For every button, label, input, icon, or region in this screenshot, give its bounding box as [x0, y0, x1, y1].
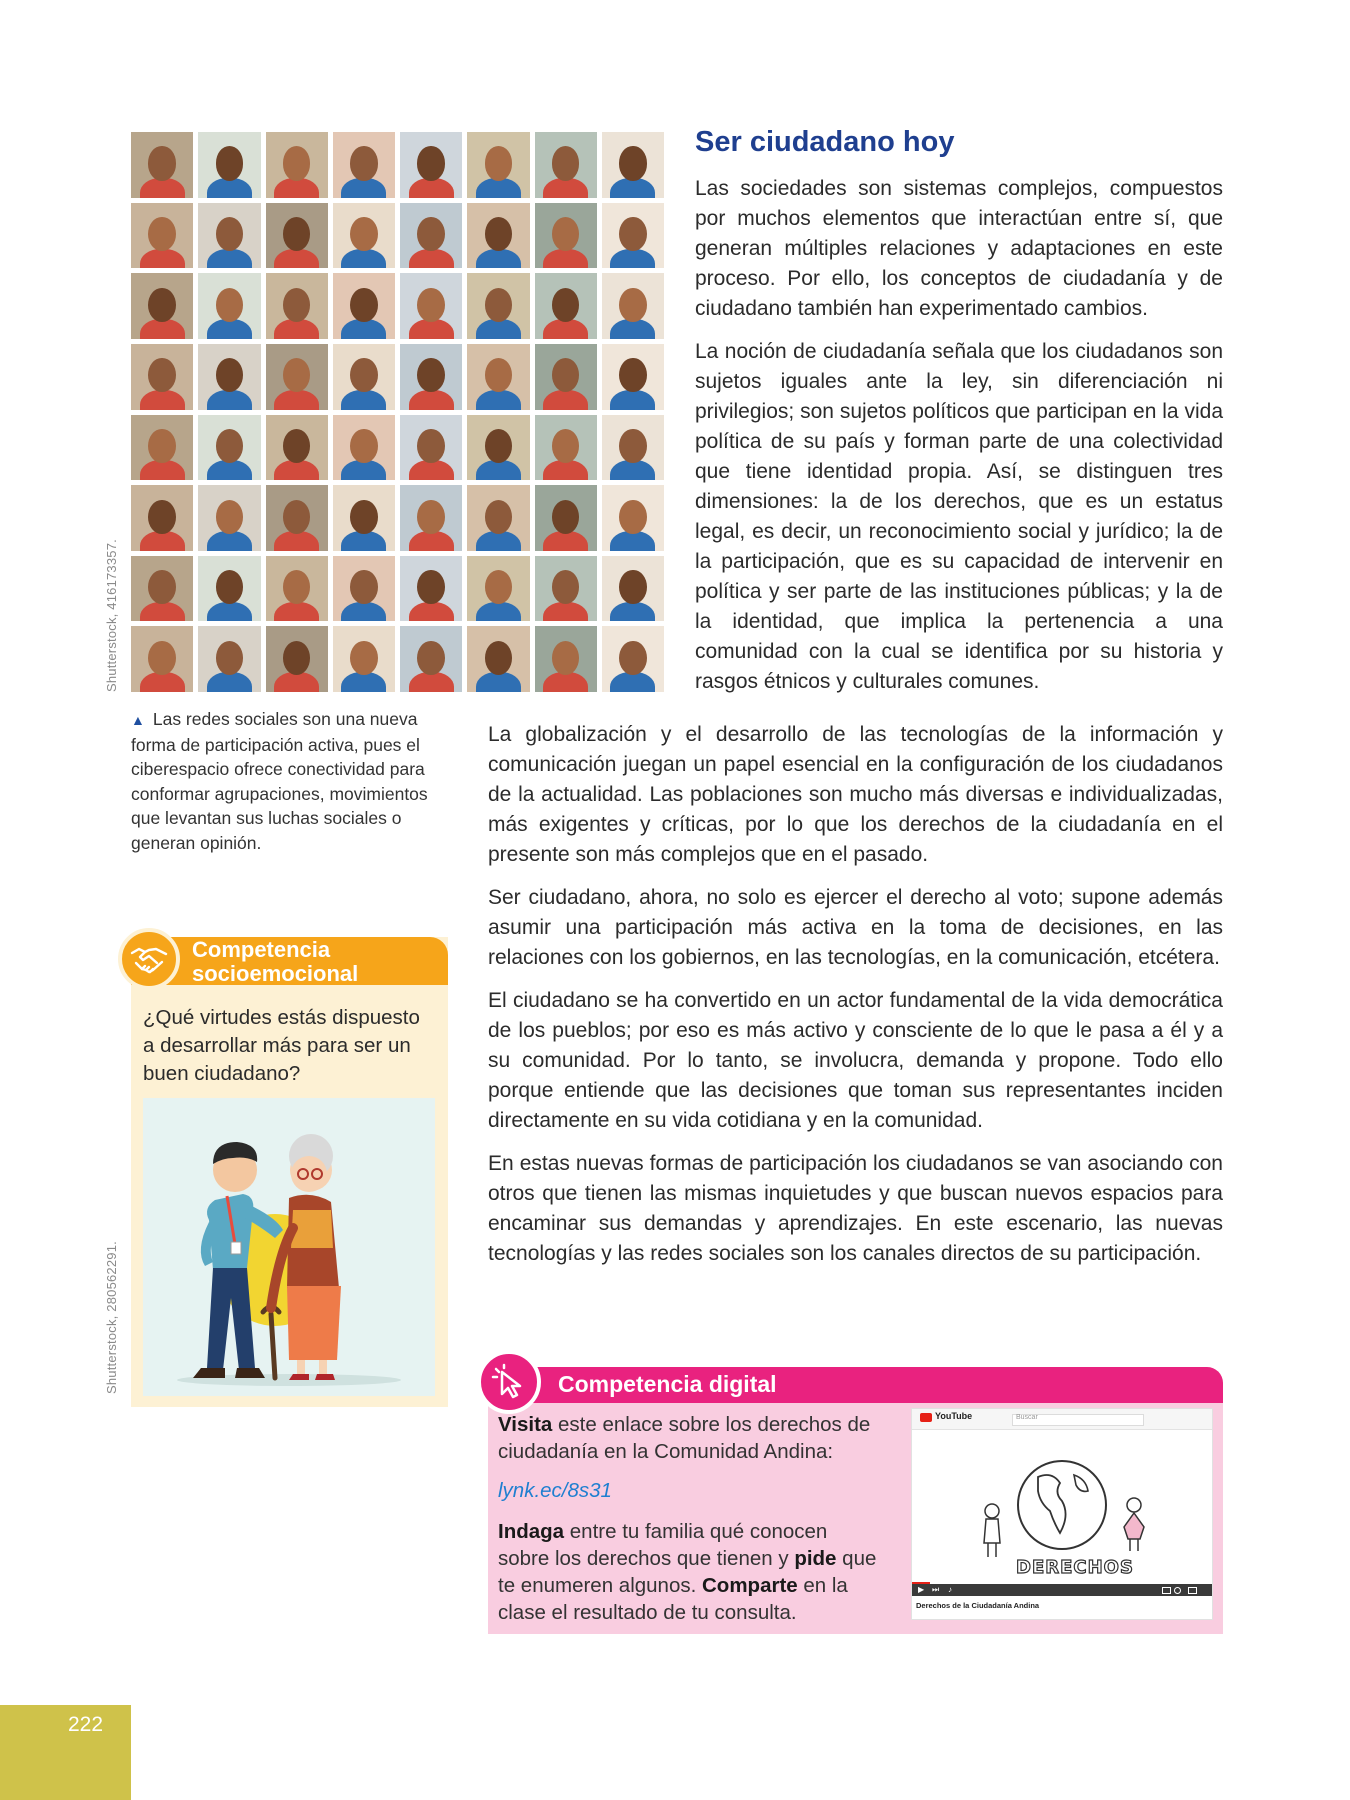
- portrait-face: [283, 358, 310, 392]
- portrait-face: [552, 358, 579, 392]
- portrait-photo: [602, 485, 664, 551]
- indaga-verb: Indaga: [498, 1520, 565, 1543]
- portrait-face: [485, 217, 512, 251]
- portrait-face: [552, 288, 579, 322]
- portrait-body: [543, 390, 588, 410]
- portrait-face: [619, 358, 646, 392]
- helper-elder-illustration: [143, 1098, 435, 1396]
- portrait-photo: [198, 556, 260, 622]
- portrait-body: [274, 531, 319, 551]
- portrait-body: [610, 602, 655, 622]
- portrait-body: [274, 460, 319, 480]
- resource-link[interactable]: lynk.ec/8s31: [498, 1479, 612, 1502]
- portrait-photo: [131, 203, 193, 269]
- portrait-body: [543, 178, 588, 198]
- portrait-photo: [535, 273, 597, 339]
- socioemotional-title: [192, 938, 358, 986]
- portrait-face: [417, 146, 444, 180]
- portrait-photo: [333, 626, 395, 692]
- portrait-body: [140, 460, 185, 480]
- portrait-face: [417, 288, 444, 322]
- portrait-photo: [333, 485, 395, 551]
- portrait-photo: [400, 485, 462, 551]
- caption-triangle-icon: ▲: [131, 712, 145, 728]
- portrait-photo: [467, 344, 529, 410]
- portrait-body: [476, 672, 521, 692]
- portrait-body: [610, 531, 655, 551]
- portrait-face: [552, 500, 579, 534]
- portrait-photo: [535, 132, 597, 198]
- portrait-body: [543, 249, 588, 269]
- portrait-body: [610, 178, 655, 198]
- portrait-photo: [602, 556, 664, 622]
- portrait-photo: [535, 344, 597, 410]
- portrait-photo: [198, 273, 260, 339]
- portrait-face: [350, 429, 377, 463]
- portrait-face: [350, 358, 377, 392]
- portrait-photo: [131, 273, 193, 339]
- portrait-body: [207, 178, 252, 198]
- portrait-body: [543, 531, 588, 551]
- portrait-photo: [333, 415, 395, 481]
- portrait-body: [274, 672, 319, 692]
- portrait-photo: [198, 626, 260, 692]
- portrait-photo: [400, 344, 462, 410]
- portrait-body: [476, 319, 521, 339]
- portrait-body: [341, 319, 386, 339]
- volume-icon[interactable]: ♪: [948, 1585, 952, 1594]
- portrait-body: [207, 602, 252, 622]
- portrait-photo: [198, 203, 260, 269]
- portrait-photo: [400, 556, 462, 622]
- youtube-search-placeholder: Buscar: [1016, 1414, 1038, 1421]
- comparte-rest: en la clase el resultado de tu consulta.: [498, 1574, 848, 1624]
- portrait-photo: [333, 273, 395, 339]
- next-icon[interactable]: ⏭: [932, 1585, 940, 1594]
- portrait-body: [140, 390, 185, 410]
- portrait-photo: [467, 415, 529, 481]
- portrait-face: [417, 358, 444, 392]
- portrait-face: [350, 288, 377, 322]
- portrait-face: [552, 146, 579, 180]
- visit-verb: Visita: [498, 1413, 553, 1436]
- portrait-face: [148, 500, 175, 534]
- section-title: Ser ciudadano hoy: [695, 126, 955, 158]
- portrait-photo: [602, 344, 664, 410]
- visit-instruction: [498, 1411, 878, 1465]
- portrait-body: [409, 249, 454, 269]
- portrait-face: [283, 570, 310, 604]
- page-number-band: [0, 1705, 131, 1800]
- portrait-body: [476, 178, 521, 198]
- portrait-photo: [131, 132, 193, 198]
- portrait-face: [552, 429, 579, 463]
- portrait-body: [341, 249, 386, 269]
- portrait-body: [610, 319, 655, 339]
- portrait-photo: [467, 132, 529, 198]
- portrait-face: [350, 641, 377, 675]
- portrait-face: [485, 429, 512, 463]
- paragraph-4: Ser ciudadano, ahora, no solo es ejercer el derecho al voto; supone además asumir una participación más activa en la toma de decisiones, en las relaciones con los gobiernos, en las tecnologías, en la comunicación, etcétera.: [488, 886, 1223, 969]
- portrait-face: [148, 288, 175, 322]
- settings-icon[interactable]: [1174, 1587, 1181, 1594]
- portrait-body: [274, 178, 319, 198]
- pide-verb: pide: [794, 1547, 837, 1570]
- portrait-face: [216, 429, 243, 463]
- portrait-body: [207, 460, 252, 480]
- portrait-body: [409, 602, 454, 622]
- portrait-face: [485, 358, 512, 392]
- page-number: 222: [68, 1713, 104, 1736]
- portrait-face: [552, 570, 579, 604]
- portrait-face: [417, 429, 444, 463]
- portrait-photo: [602, 132, 664, 198]
- portrait-body: [610, 460, 655, 480]
- paragraph-6: En estas nuevas formas de participación los ciudadanos se van asociando con otros que tienen las mismas inquietudes y que buscan nuevos espacios para encaminar sus demandas y aprendizajes. En este escenario, las nuevas tecnologías y las redes sociales son los canales directos de su participación.: [488, 1152, 1223, 1265]
- portrait-face: [148, 358, 175, 392]
- paragraph-5: El ciudadano se ha convertido en un actor fundamental de la vida democrática de los pueblos; por eso es más activo y consciente de lo que le pasa a él y a su comunidad. Por lo tanto, se involucra, demanda y propone. Todo ello porque entiende que las decisiones que toman sus representantes inciden directamente en su vida cotidiana y en la comunidad.: [488, 989, 1223, 1132]
- portrait-body: [207, 390, 252, 410]
- portrait-face: [619, 429, 646, 463]
- portrait-face: [283, 288, 310, 322]
- portrait-face: [216, 358, 243, 392]
- paragraph-3: La globalización y el desarrollo de las tecnologías de la información y comunicación juegan un papel esencial en la configuración de los ciudadanos de la actualidad. Las poblaciones son mucho más diversas e individualizadas, más exigentes y críticas, por lo que los derechos de la ciudadanía en el presente son más complejos que en el pasado.: [488, 723, 1223, 866]
- portrait-photo: [535, 203, 597, 269]
- portrait-photo: [131, 556, 193, 622]
- portrait-body: [409, 390, 454, 410]
- portrait-face: [350, 570, 377, 604]
- portrait-photo: [333, 132, 395, 198]
- photo-credit: Shutterstock, 416173357.: [104, 539, 119, 692]
- fullscreen-icon[interactable]: [1188, 1587, 1197, 1594]
- portrait-photo: [266, 203, 328, 269]
- portrait-body: [140, 602, 185, 622]
- socio-title-line2: socioemocional: [192, 961, 359, 986]
- comparte-verb: Comparte: [702, 1574, 798, 1597]
- inquiry-instruction: [498, 1518, 878, 1626]
- portrait-face: [350, 146, 377, 180]
- portrait-body: [543, 602, 588, 622]
- portrait-body: [140, 178, 185, 198]
- portrait-photo: [535, 415, 597, 481]
- portrait-body: [476, 602, 521, 622]
- portrait-body: [610, 672, 655, 692]
- socio-title-line1: Competencia: [192, 937, 331, 962]
- portrait-photo: [602, 415, 664, 481]
- cursor-click-icon: [477, 1350, 541, 1414]
- portrait-photo: [400, 415, 462, 481]
- portrait-photo: [198, 415, 260, 481]
- portrait-body: [409, 672, 454, 692]
- portrait-body: [409, 178, 454, 198]
- illustration-credit: Shutterstock, 280562291.: [104, 1241, 119, 1394]
- portrait-face: [283, 217, 310, 251]
- visit-rest: este enlace sobre los derechos de ciudadanía en la Comunidad Andina:: [498, 1413, 871, 1463]
- youtube-brand: YouTube: [935, 1411, 973, 1421]
- portrait-face: [619, 500, 646, 534]
- portrait-body: [341, 602, 386, 622]
- portrait-body: [610, 249, 655, 269]
- portrait-photo: [198, 344, 260, 410]
- portrait-face: [417, 500, 444, 534]
- portrait-body: [476, 249, 521, 269]
- portrait-photo: [131, 626, 193, 692]
- paragraph-1: Las sociedades son sistemas complejos, compuestos por muchos elementos que interactúan entre sí, que generan múltiples relaciones y adaptaciones en este proceso. Por ello, los conceptos de ciudadanía y de ciudadano también han experimentado cambios.: [695, 177, 1223, 320]
- portrait-photo: [266, 344, 328, 410]
- portrait-face: [350, 500, 377, 534]
- portrait-face: [148, 570, 175, 604]
- portrait-face: [216, 570, 243, 604]
- portrait-photo: [266, 132, 328, 198]
- handshake-icon: [118, 928, 180, 990]
- portrait-face: [552, 217, 579, 251]
- portrait-photo: [131, 344, 193, 410]
- digital-competence-title: Competencia digital: [558, 1371, 777, 1397]
- portrait-body: [274, 390, 319, 410]
- portrait-photo: [333, 203, 395, 269]
- portrait-body: [341, 390, 386, 410]
- portrait-body: [274, 249, 319, 269]
- portrait-photo: [400, 203, 462, 269]
- portrait-body: [341, 460, 386, 480]
- portrait-photo: [266, 415, 328, 481]
- portrait-face: [485, 570, 512, 604]
- portrait-photo: [535, 556, 597, 622]
- video-thumbnail[interactable]: [911, 1408, 1213, 1620]
- portrait-body: [409, 531, 454, 551]
- portrait-body: [140, 531, 185, 551]
- portrait-face: [417, 217, 444, 251]
- captions-icon[interactable]: [1162, 1587, 1171, 1594]
- portrait-photo: [467, 556, 529, 622]
- portrait-body: [409, 460, 454, 480]
- portrait-photo: [535, 626, 597, 692]
- pide-rest: que te enumeren algunos.: [498, 1547, 877, 1597]
- portrait-photo: [467, 273, 529, 339]
- portrait-body: [341, 178, 386, 198]
- portrait-photo: [131, 485, 193, 551]
- portrait-face: [148, 641, 175, 675]
- photo-mosaic: [131, 132, 664, 692]
- portrait-photo: [467, 485, 529, 551]
- portrait-photo: [198, 132, 260, 198]
- portrait-photo: [266, 273, 328, 339]
- portrait-photo: [467, 626, 529, 692]
- portrait-body: [140, 672, 185, 692]
- portrait-photo: [602, 203, 664, 269]
- portrait-face: [619, 641, 646, 675]
- paragraph-2: La noción de ciudadanía señala que los ciudadanos son sujetos iguales ante la ley, sin diferenciación ni privilegios; son sujetos políticos que participan en la vida política de su país y forman parte de una colectividad que tiene identidad propia. Así, se distinguen tres dimensiones: la de los derechos, que es un estatus legal, es decir, un reconocimiento social y jurídico; la de la participación, que es su capacidad de intervenir en política y ser parte de las instituciones públicas; y la de la identidad, que implica la pertenencia a una comunidad con la cual se identifica por su historia y rasgos étnicos y culturales comunes.: [695, 340, 1223, 693]
- portrait-face: [619, 570, 646, 604]
- portrait-body: [476, 460, 521, 480]
- portrait-face: [283, 500, 310, 534]
- portrait-body: [140, 249, 185, 269]
- portrait-photo: [266, 556, 328, 622]
- portrait-body: [610, 390, 655, 410]
- portrait-face: [148, 217, 175, 251]
- portrait-face: [619, 288, 646, 322]
- portrait-face: [148, 429, 175, 463]
- derechos-artwork-text: DERECHOS: [1016, 1557, 1134, 1578]
- video-title: Derechos de la Ciudadanía Andina: [916, 1601, 1040, 1610]
- portrait-body: [274, 319, 319, 339]
- portrait-photo: [400, 273, 462, 339]
- portrait-body: [543, 319, 588, 339]
- portrait-face: [216, 641, 243, 675]
- portrait-photo: [131, 415, 193, 481]
- portrait-photo: [535, 485, 597, 551]
- portrait-face: [485, 288, 512, 322]
- portrait-body: [409, 319, 454, 339]
- portrait-face: [417, 641, 444, 675]
- youtube-logo-icon: [920, 1413, 932, 1422]
- portrait-face: [485, 641, 512, 675]
- indaga-rest: entre tu familia qué conocen sobre los derechos que tienen y: [498, 1520, 828, 1570]
- portrait-body: [207, 249, 252, 269]
- portrait-body: [207, 672, 252, 692]
- portrait-face: [350, 217, 377, 251]
- portrait-face: [283, 429, 310, 463]
- portrait-face: [216, 288, 243, 322]
- portrait-body: [341, 672, 386, 692]
- portrait-body: [543, 672, 588, 692]
- portrait-face: [552, 641, 579, 675]
- portrait-photo: [333, 556, 395, 622]
- portrait-photo: [467, 203, 529, 269]
- portrait-face: [417, 570, 444, 604]
- portrait-photo: [333, 344, 395, 410]
- portrait-face: [216, 500, 243, 534]
- portrait-face: [283, 641, 310, 675]
- portrait-photo: [602, 626, 664, 692]
- portrait-face: [216, 146, 243, 180]
- portrait-body: [207, 319, 252, 339]
- portrait-body: [274, 602, 319, 622]
- video-controls-bar[interactable]: [912, 1584, 1212, 1596]
- play-icon[interactable]: ▶: [918, 1585, 925, 1594]
- portrait-photo: [400, 626, 462, 692]
- portrait-photo: [400, 132, 462, 198]
- portrait-body: [476, 531, 521, 551]
- portrait-photo: [602, 273, 664, 339]
- portrait-body: [476, 390, 521, 410]
- portrait-body: [140, 319, 185, 339]
- portrait-face: [619, 217, 646, 251]
- portrait-face: [148, 146, 175, 180]
- portrait-face: [485, 146, 512, 180]
- portrait-face: [485, 500, 512, 534]
- portrait-photo: [266, 485, 328, 551]
- portrait-body: [207, 531, 252, 551]
- portrait-face: [619, 146, 646, 180]
- caption-text: Las redes sociales son una nueva forma de participación activa, pues el ciberespacio ofrece conectividad para conformar agrupaciones, movimientos que levantan sus luchas sociales o generan opinión.: [131, 709, 428, 853]
- portrait-face: [216, 217, 243, 251]
- portrait-body: [341, 531, 386, 551]
- portrait-photo: [266, 626, 328, 692]
- portrait-face: [283, 146, 310, 180]
- portrait-body: [543, 460, 588, 480]
- photo-caption: [131, 707, 456, 855]
- socioemotional-question: ¿Qué virtudes estás dispuesto a desarrollar más para ser un buen ciudadano?: [143, 1006, 420, 1085]
- portrait-photo: [198, 485, 260, 551]
